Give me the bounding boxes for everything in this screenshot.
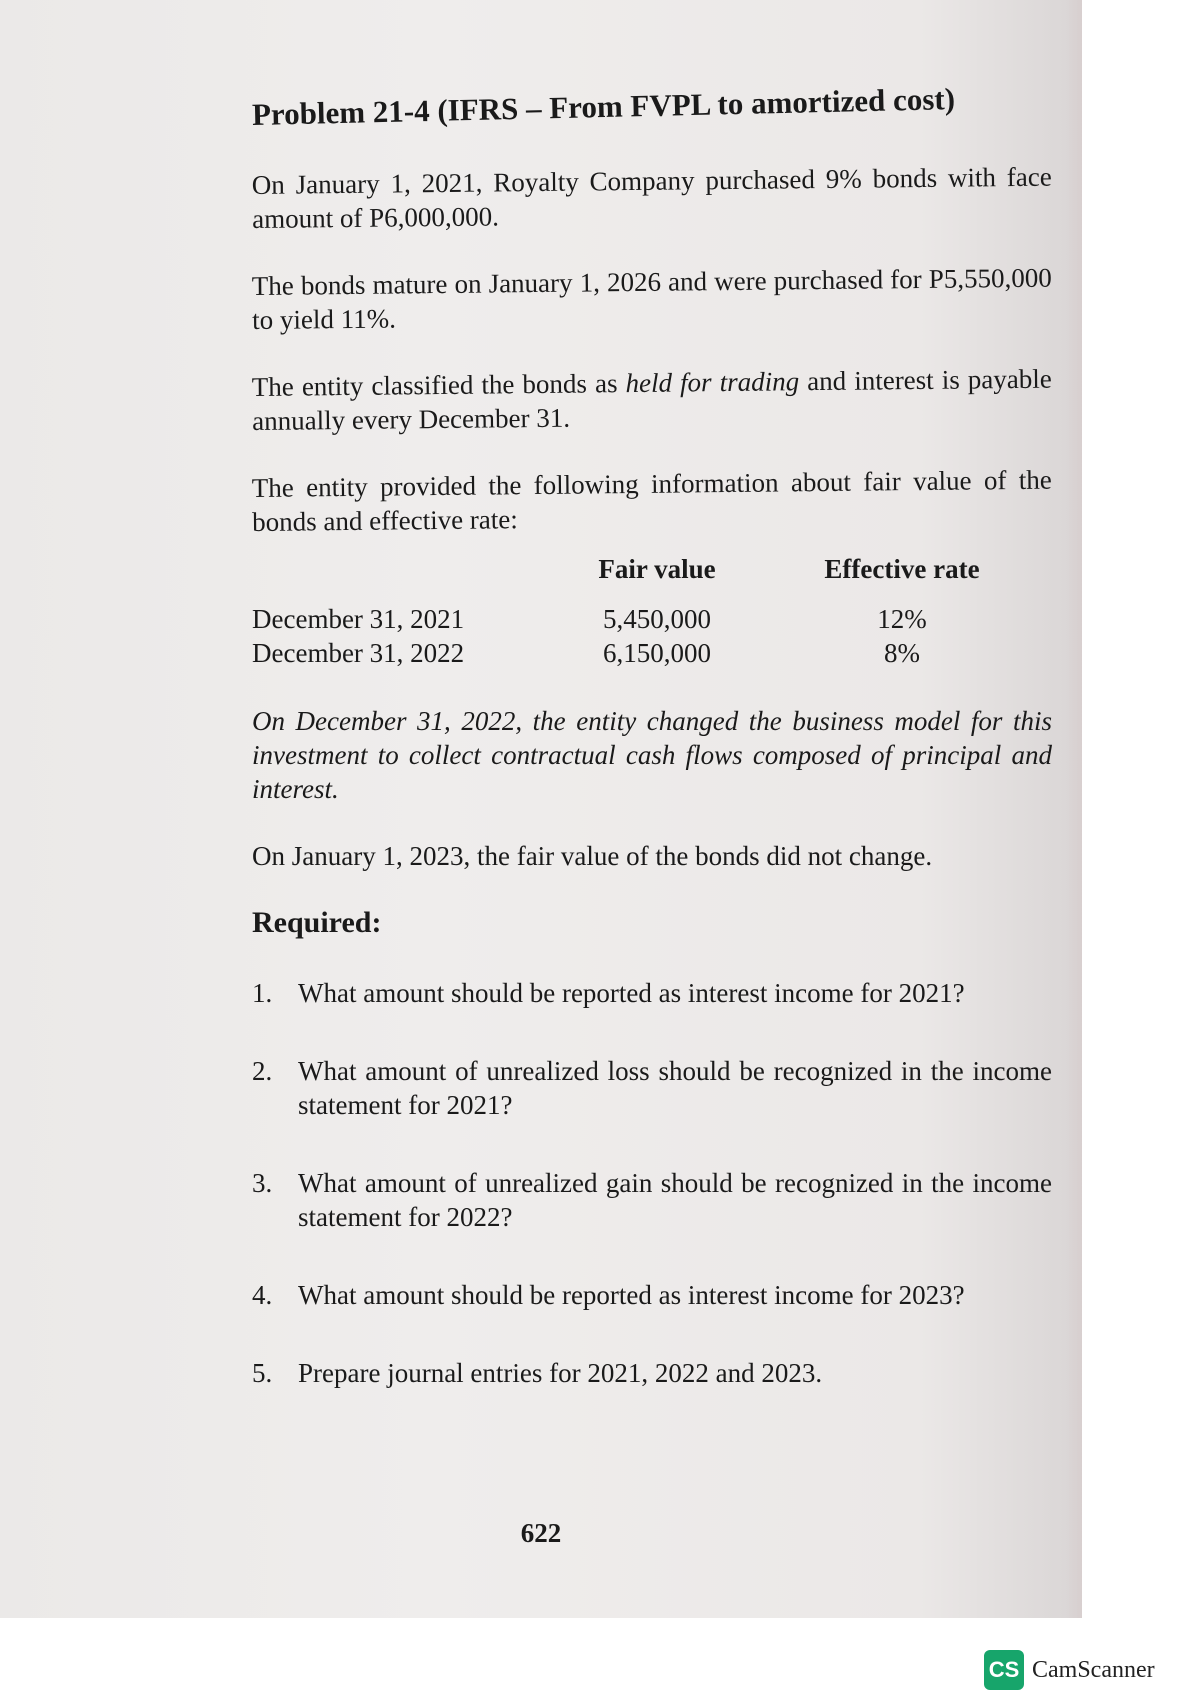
table-row — [252, 602, 1052, 636]
camscanner-label: CamScanner — [1032, 1656, 1155, 1683]
problem-title: Problem 21-4 (IFRS – From FVPL to amortized cost) — [251, 81, 956, 132]
header-effective-rate: Effective rate — [824, 554, 980, 584]
item-text: Prepare journal entries for 2021, 2022 and 2023. — [298, 1358, 823, 1388]
table-row — [252, 636, 1052, 670]
header-blank — [252, 552, 562, 602]
camscanner-watermark — [984, 1650, 1155, 1690]
page-content — [251, 81, 1052, 1434]
camscanner-logo-icon: CS — [984, 1650, 1024, 1690]
item-text: What amount of unrealized gain should be recognized in the income statement for 2022? — [298, 1168, 1052, 1232]
row-rate: 12% — [877, 604, 927, 634]
required-list — [252, 976, 1052, 1390]
classification-emphasis: held for trading — [625, 366, 800, 399]
classification-text-pre: The entity classified the bonds as — [251, 368, 626, 403]
table-intro-paragraph: The entity provided the following information about fair value of the bonds and effective rate: — [251, 464, 1052, 537]
item-number: 4. — [252, 1280, 273, 1310]
page-number: 622 — [520, 1518, 562, 1548]
classification-paragraph — [252, 362, 1053, 438]
required-heading: Required: — [252, 906, 382, 939]
list-item — [252, 1166, 1052, 1234]
list-item — [252, 1054, 1052, 1122]
header-fair-value: Fair value — [598, 554, 716, 584]
item-number: 1. — [252, 978, 273, 1008]
fair-value-table — [252, 552, 1052, 670]
classification-text-post: and interest is payable annually every December 31. — [252, 363, 1052, 436]
item-text: What amount should be reported as interest income for 2023? — [298, 1280, 965, 1310]
item-number: 3. — [252, 1168, 273, 1198]
row-rate: 8% — [884, 638, 920, 668]
business-model-paragraph: On December 31, 2022, the entity changed the business model for this investment to collect contractual cash flows composed of principal and interest. — [252, 706, 1052, 804]
fair-value-note: On January 1, 2023, the fair value of the bonds did not change. — [252, 841, 933, 871]
row-fair-value: 5,450,000 — [603, 604, 711, 634]
list-item — [252, 1356, 1052, 1390]
item-number: 2. — [252, 1056, 273, 1086]
maturity-paragraph: The bonds mature on January 1, 2026 and were purchased for P5,550,000 to yield 11%. — [251, 262, 1052, 335]
list-item — [252, 976, 1052, 1010]
list-item — [252, 1278, 1052, 1312]
table-header-row — [252, 552, 1052, 602]
page-edge-shadow — [1066, 0, 1082, 1618]
row-date: December 31, 2021 — [252, 604, 465, 634]
item-text: What amount of unrealized loss should be recognized in the income statement for 2021? — [298, 1056, 1052, 1120]
item-number: 5. — [252, 1358, 273, 1388]
item-text: What amount should be reported as interest income for 2021? — [298, 978, 965, 1008]
row-fair-value: 6,150,000 — [603, 638, 711, 668]
intro-paragraph: On January 1, 2021, Royalty Company purchased 9% bonds with face amount of P6,000,000. — [251, 161, 1052, 234]
row-date: December 31, 2022 — [252, 638, 465, 668]
